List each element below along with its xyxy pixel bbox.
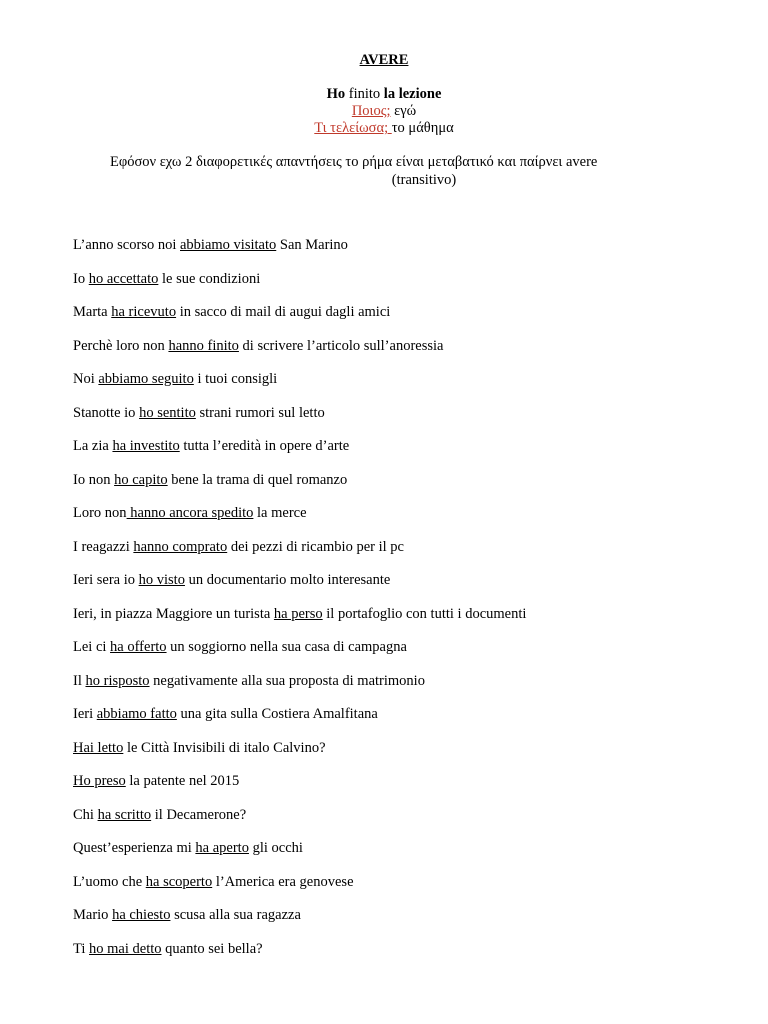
verb-phrase: ho accettato — [88, 270, 159, 287]
note-line-1: Εφόσον εχω 2 διαφορετικές απαντήσεις το ρήμα είναι μεταβατικό και παίρνει avere — [110, 154, 598, 170]
verb-phrase: ho mai detto — [89, 940, 162, 957]
sentence-text: l’America era genovese — [212, 873, 354, 890]
sentence-text: dei pezzi di ricambio per il pc — [227, 538, 404, 555]
verb-phrase: ha scritto — [97, 806, 152, 823]
sentence-line — [73, 806, 713, 840]
verb-phrase: ha investito — [112, 438, 180, 454]
verb-phrase: ho capito — [114, 471, 168, 488]
sentence-line — [73, 873, 713, 907]
sentence-text: un soggiorno nella sua casa di campagna — [166, 639, 407, 655]
sentence-text: Loro non — [73, 505, 127, 521]
sentence-text: San Marino — [276, 237, 348, 253]
sentence-line — [73, 571, 713, 605]
sentence-text: la patente nel 2015 — [125, 773, 240, 789]
sentence-text: di scrivere l’articolo sull’anoressia — [238, 337, 444, 354]
verb-phrase: ha chiesto — [112, 907, 171, 923]
example-line-2 — [0, 103, 768, 120]
verb-phrase: Ho preso — [73, 773, 126, 789]
sentence-line — [73, 471, 713, 505]
sentence-text: Marta — [73, 304, 112, 320]
sentence-text: Ti — [73, 940, 90, 957]
sentence-text: La zia — [73, 438, 113, 454]
sentence-line — [73, 605, 713, 639]
verb-phrase: ha aperto — [195, 840, 249, 856]
verb-phrase: abbiamo visitato — [180, 237, 277, 253]
verb-phrase: abbiamo fatto — [96, 706, 177, 722]
verb-phrase: hanno comprato — [133, 538, 228, 555]
sentence-line — [73, 337, 713, 371]
sentence-line — [73, 236, 713, 270]
verb-phrase: abbiamo seguito — [98, 371, 194, 387]
sentence-line — [73, 404, 713, 438]
document-title: AVERE — [359, 52, 409, 68]
sentence-text: Ieri sera io — [73, 572, 139, 588]
sentence-text: i tuoi consigli — [193, 371, 278, 387]
question-what: Τι τελείωσα; — [314, 120, 392, 136]
sentence-text: Quest’esperienza mi — [73, 840, 196, 856]
sentence-text: il Decamerone? — [151, 806, 247, 823]
sentence-line — [73, 370, 713, 404]
sentence-text: tutta l’eredità in opere d’arte — [179, 438, 350, 454]
sentence-text: L’uomo che — [73, 873, 146, 890]
sentence-text: una gita sulla Costiera Amalfitana — [176, 706, 378, 722]
sentence-text: Lei ci — [73, 639, 111, 655]
sentence-text: scusa alla sua ragazza — [170, 907, 301, 923]
example-line-1 — [0, 86, 768, 103]
sentence-line — [73, 303, 713, 337]
sentence-line — [73, 672, 713, 706]
sentence-text: Stanotte io — [73, 404, 140, 421]
sentence-line — [73, 538, 713, 572]
sentence-text: I reagazzi — [73, 538, 134, 555]
answer-what: το μάθημα — [391, 120, 454, 136]
sentence-line — [73, 772, 713, 806]
sentence-text: Ieri — [73, 706, 97, 722]
verb-phrase: ha scoperto — [145, 873, 213, 890]
sentence-text: Io — [73, 270, 89, 287]
sentence-text: L’anno scorso noi — [73, 237, 180, 253]
question-who: Ποιος; — [351, 103, 391, 119]
sentence-line — [73, 270, 713, 304]
sentence-text: quanto sei bella? — [161, 940, 263, 957]
example-line-3 — [0, 120, 768, 137]
verb-phrase: ha perso — [273, 605, 323, 622]
example-verb: Ho — [326, 86, 346, 102]
sentence-text: le sue condizioni — [158, 270, 261, 287]
sentence-line — [73, 839, 713, 873]
verb-phrase: ho visto — [138, 572, 185, 588]
note-line-2: (transitivo) — [391, 172, 457, 188]
sentence-text: la merce — [253, 505, 307, 521]
sentence-text: bene la trama di quel romanzo — [167, 471, 348, 488]
sentence-text: gli occhi — [248, 840, 303, 856]
sentence-line — [73, 705, 713, 739]
sentence-text: Il — [73, 672, 86, 689]
sentence-line — [73, 940, 713, 974]
sentence-line — [73, 739, 713, 773]
sentence-line — [73, 504, 713, 538]
verb-phrase: hanno ancora spedito — [126, 505, 254, 521]
verb-phrase: ho risposto — [85, 672, 150, 689]
verb-phrase: hanno finito — [168, 337, 239, 354]
sentence-text: strani rumori sul letto — [195, 404, 325, 421]
sentence-text: il portafoglio con tutti i documenti — [322, 605, 527, 622]
sentence-line — [73, 906, 713, 940]
sentence-text: Ieri, in piazza Maggiore un turista — [73, 605, 274, 622]
verb-phrase: ho sentito — [139, 404, 196, 421]
explanation-note — [110, 153, 658, 189]
verb-phrase: Hai letto — [73, 739, 124, 756]
sentence-text: Chi — [73, 806, 98, 823]
sentence-line — [73, 437, 713, 471]
sentence-text: le Città Invisibili di italo Calvino? — [123, 739, 326, 756]
example-object: la lezione — [383, 86, 442, 102]
sentence-text: Io non — [73, 471, 115, 488]
sentence-text: in sacco di mail di augui dagli amici — [176, 304, 391, 320]
sentence-line — [73, 638, 713, 672]
verb-phrase: ha ricevuto — [111, 304, 177, 320]
verb-phrase: ha offerto — [110, 639, 167, 655]
sentence-text: un documentario molto interesante — [184, 572, 391, 588]
answer-who: εγώ — [390, 103, 417, 119]
sentence-text: Mario — [73, 907, 113, 923]
example-participle: finito — [345, 86, 384, 102]
sentence-text: Perchè loro non — [73, 337, 169, 354]
example-block — [0, 86, 768, 137]
sentence-text: Noi — [73, 371, 99, 387]
sentence-text: negativamente alla sua proposta di matrimonio — [149, 672, 425, 689]
example-sentences-list — [73, 236, 713, 973]
